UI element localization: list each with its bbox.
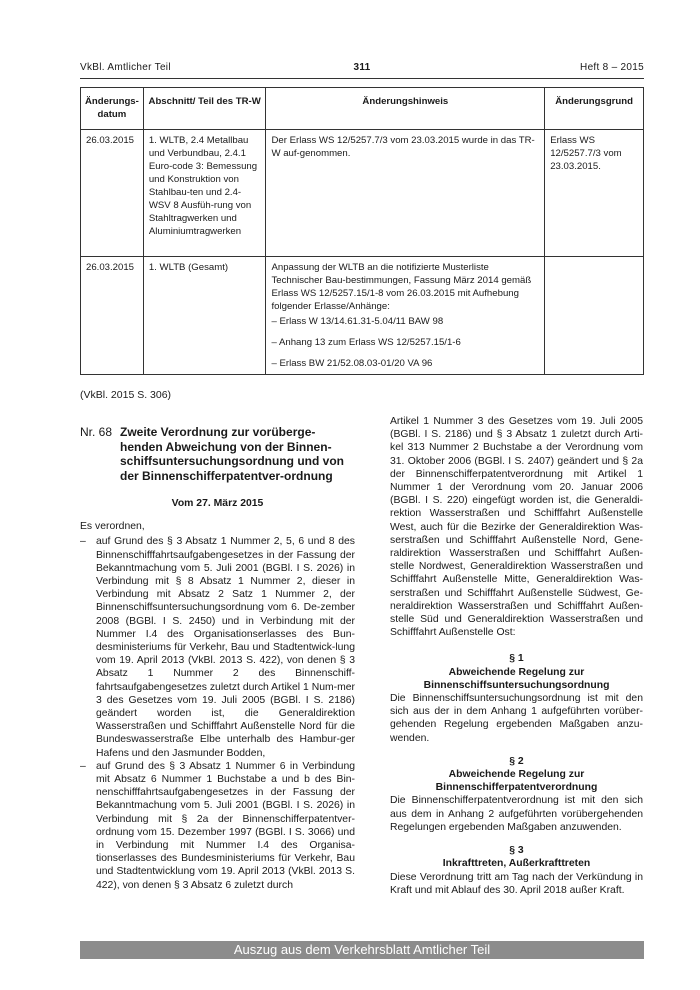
section-title: Abweichende Regelung zur Binnenschiffsuntersuchungsordnung	[423, 666, 610, 691]
column-header-date: Änderungs-datum	[81, 88, 144, 130]
table-row	[81, 257, 644, 375]
journal-name: VkBl. Amtlicher Teil	[80, 62, 171, 73]
change-table	[80, 87, 644, 375]
cell-section: 1. WLTB (Gesamt)	[143, 257, 266, 375]
issue-number: Heft 8 – 2015	[580, 62, 644, 73]
cell-reason	[545, 257, 644, 375]
article-title: Zweite Verordnung zur vorüberge-henden Abweichung von der Binnen-schiffsuntersuchungsordnung und von der Binnenschifferpatentver-ordnung	[120, 425, 344, 483]
note-text: Anpassung der WLTB an die notifizierte Musterliste Technischer Bau-bestimmungen, Fassung März 2014 gemäß Erlass WS 12/5257.15/1-8 vom 26.03.2015 mit Aufhebung folgender Erlasse/Anhänge:	[271, 262, 532, 312]
header-rule	[80, 78, 644, 79]
cell-note: Der Erlass WS 12/5257.7/3 vom 23.03.2015 wurde in das TR-W auf-genommen.	[266, 130, 545, 257]
section-text: Die Binnenschifferpatentverordnung ist mit den sich aus dem in Anhang 2 aufgeführten vorübergehenden Regelungen ergebenden Maßgaben anzuwenden.	[390, 795, 643, 833]
column-header-section: Abschnitt/ Teil des TR-W	[143, 88, 266, 130]
continuation-text: Artikel 1 Nummer 3 des Gesetzes vom 19. Juli 2005 (BGBl. I S. 2186) und § 3 Absatz 1 zuletzt durch Arti-kel 313 Nummer 2 Buchstabe a der Verordnung vom 31. Oktober 2006 (BGBl. I S. 2407) geändert und § 2a der Binnenschifferpatentverordnung mit Artikel 1 Nummer 1 der Verordnung vom 20. Januar 2006 (BGBl. I S. 220) eingefügt worden ist, die Generaldi-rektion Wasserstraßen und Schifffahrt Außenstelle West, auch für die Bezirke der Generaldirektion Was-serstraßen und Schifffahrt Außenstelle Nord, Gene-raldirektion Wasserstraßen und Schifffahrt Außen-stelle Nordwest, Generaldirektion Wasserstraßen und Schifffahrt Außenstelle Mitte, Generaldirektion Was-serstraßen und Schifffahrt Außenstelle Südwest, Ge-neraldirektion Wasserstraßen und Schifffahrt Außen-stelle Süd und Generaldirektion Wasserstraßen und Schifffahrt Außenstelle Ost:	[390, 416, 643, 639]
section-number: § 3	[509, 845, 524, 857]
article-intro: Es verordnen,	[80, 521, 145, 533]
section-number: § 2	[509, 755, 524, 767]
section-text: Die Binnenschiffsuntersuchungsordnung ist mit den sich aus der in dem Anhang 1 aufgeführten vorüber-gehenden Regelung ergebenden Maßgaben anzu-wenden.	[390, 693, 643, 744]
note-sub-item: – Erlass W 13/14.61.31-5.04/11 BAW 98	[271, 316, 444, 327]
cell-date: 26.03.2015	[81, 257, 144, 375]
article-heading	[80, 425, 355, 483]
section-title: Inkrafttreten, Außerkrafttreten	[442, 858, 591, 870]
article-date: Vom 27. März 2015	[171, 498, 264, 509]
left-column	[80, 425, 355, 892]
citation-reference: (VkBl. 2015 S. 306)	[80, 389, 172, 401]
cell-reason: Erlass WS 12/5257.7/3 vom 23.03.2015.	[545, 130, 644, 257]
section-text: Diese Verordnung tritt am Tag nach der Verkündung in Kraft und mit Ablauf des 30. April 2018 außer Kraft.	[390, 871, 643, 896]
table-row	[81, 130, 644, 257]
list-item: – auf Grund des § 3 Absatz 1 Nummer 6 in Verbindung mit Absatz 6 Nummer 1 Buchstabe a und b des Bin-nenschifffahrtsaufgabengesetzes in der Fassung der Bekanntmachung vom 5. Juli 2001 (BGBl. I S. 2026) in Verbindung mit § 2a der Binnenschifferpatentver-ordnung vom 15. Dezember 1997 (BGBl. I S. 3066) und in Verbindung mit Nummer I.4 des Organisa-tionserlasses des Bundesministeriums für Verkehr, Bau und Stadtentwicklung vom 19. April 2013 (VkBl. 2013 S. 422), von denen § 3 Absatz 6 zuletzt durch	[80, 760, 355, 892]
column-header-note: Änderungshinweis	[266, 88, 545, 130]
list-item: – auf Grund des § 3 Absatz 1 Nummer 2, 5, 6 und 8 des Binnenschifffahrtsaufgabengesetzes in der Fassung der Bekanntmachung vom 5. Juli 2001 (BGBl. I S. 2026) in Verbindung mit § 8 Absatz 1 Nummer 2, dieser in Verbindung mit Absatz 2 Satz 1 Nummer 2, der Binnenschiffsuntersuchungsordnung vom 6. De-zember 2008 (BGBl. I S. 2450) und in Verbindung mit der Nummer I.4 des Organisationserlasses des Bun-desministeriums für Verkehr, Bau und Stadtentwick-lung vom 19. April 2013 (VkBl. 2013 S. 422), von denen § 3 Absatz 1 Nummer 2 des Binnenschiff-fahrtsaufgabengesetzes zuletzt durch Artikel 1 Num-mer 3 des Gesetzes vom 19. Juli 2005 (BGBl. I S. 2186) geändert worden ist, die Generaldirektion Wasserstraßen und Schifffahrt Außenstelle Nord für die Bundeswasserstraße Elbe unterhalb des Hambur-ger Hafens und den Jasmunder Bodden,	[80, 535, 355, 759]
cell-date: 26.03.2015	[81, 130, 144, 257]
right-column	[390, 415, 643, 897]
cell-section: 1. WLTB, 2.4 Metallbau und Verbundbau, 2.4.1 Euro-code 3: Bemessung und Konstruktion von Stahlbau-ten und 2.4-WSV 8 Ausfüh-rung von Stahltragwerken und Aluminiumtragwerken	[143, 130, 266, 257]
page-header	[80, 62, 644, 76]
column-header-reason: Änderungsgrund	[545, 88, 644, 130]
page-number: 311	[353, 62, 371, 73]
note-sub-item: – Anhang 13 zum Erlass WS 12/5257.15/1-6	[271, 337, 461, 348]
note-sub-item: – Erlass BW 21/52.08.03-01/20 VA 96	[271, 358, 433, 369]
article-number: Nr. 68	[80, 425, 113, 439]
table-header-row	[81, 88, 644, 130]
section-number: § 1	[509, 653, 524, 665]
page-footer-banner: Auszug aus dem Verkehrsblatt Amtlicher Teil	[80, 941, 644, 959]
legal-basis-list	[80, 535, 355, 891]
section-title: Abweichende Regelung zur Binnenschifferpatentverordnung	[435, 769, 598, 794]
cell-note	[266, 257, 545, 375]
